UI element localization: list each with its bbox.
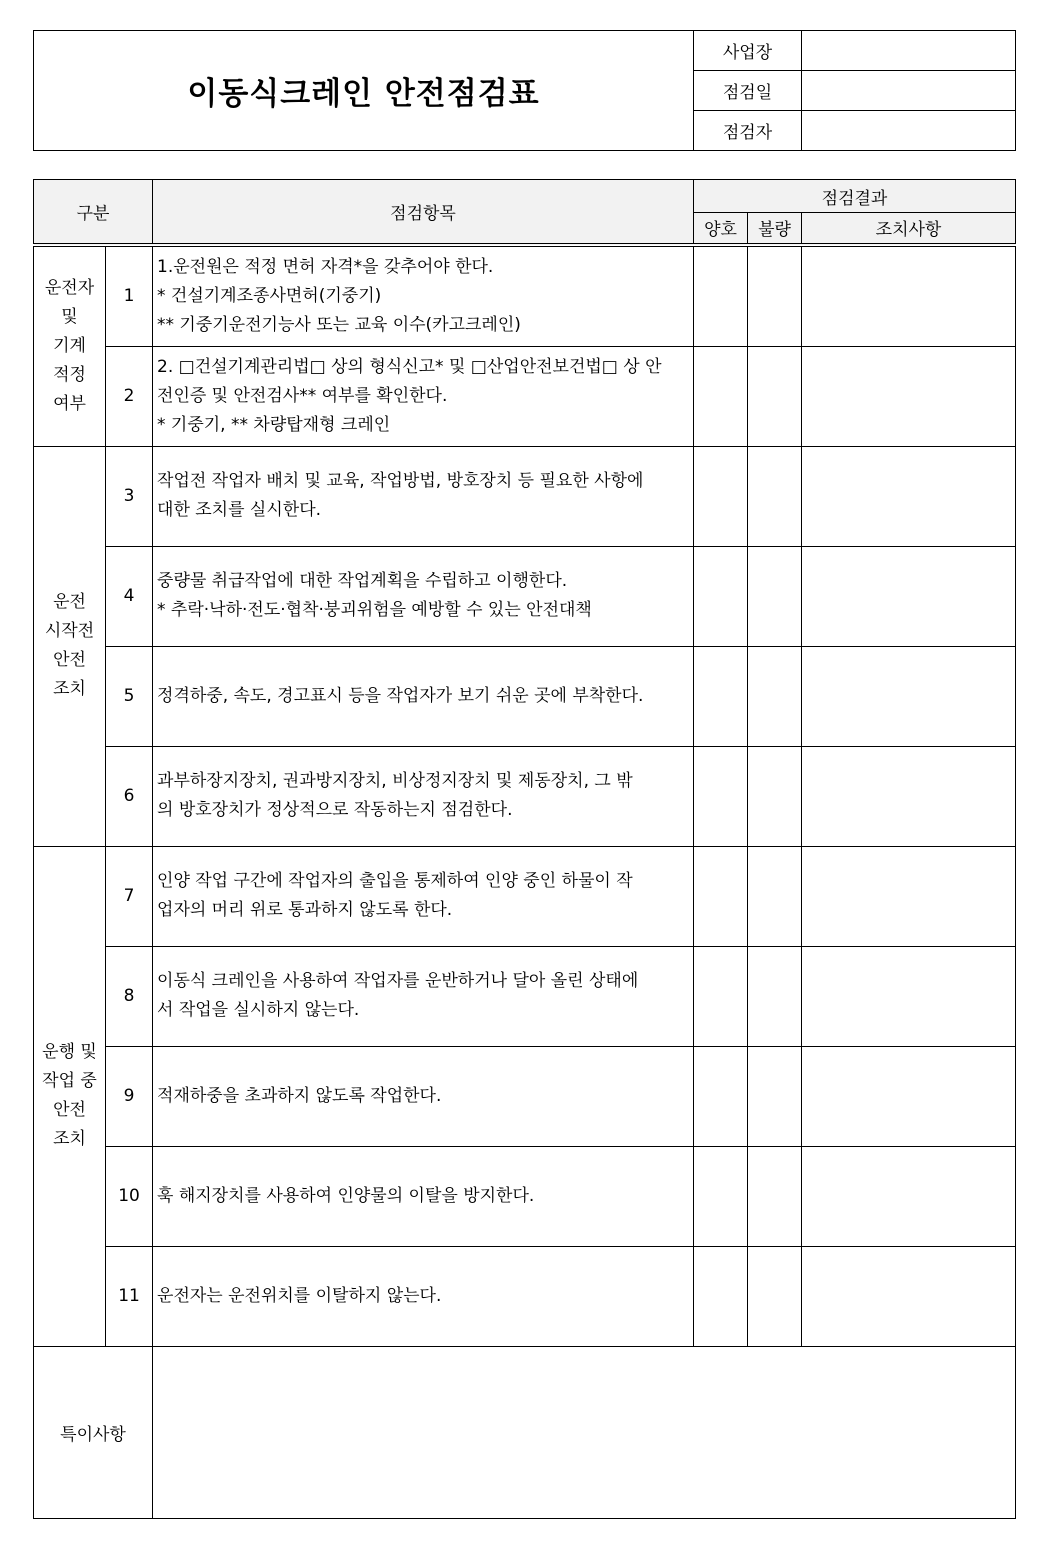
good-check[interactable] — [694, 245, 748, 347]
checklist-table — [33, 179, 1016, 1519]
action-field[interactable] — [802, 1146, 1016, 1246]
action-field[interactable] — [802, 746, 1016, 846]
bad-check[interactable] — [748, 346, 802, 446]
category-cell: 운전자 및 기계 적정 여부 — [34, 245, 106, 447]
header-good: 양호 — [694, 213, 748, 245]
item-number: 9 — [106, 1046, 153, 1146]
bad-check[interactable] — [748, 746, 802, 846]
date-field[interactable] — [802, 71, 1016, 111]
good-check[interactable] — [694, 646, 748, 746]
action-field[interactable] — [802, 946, 1016, 1046]
good-check[interactable] — [694, 546, 748, 646]
inspector-field[interactable] — [802, 111, 1016, 151]
good-check[interactable] — [694, 446, 748, 546]
item-number: 8 — [106, 946, 153, 1046]
header-bad: 불량 — [748, 213, 802, 245]
good-check[interactable] — [694, 946, 748, 1046]
bad-check[interactable] — [748, 1246, 802, 1346]
header-category: 구분 — [34, 180, 153, 245]
table-row — [34, 746, 1016, 846]
action-field[interactable] — [802, 1046, 1016, 1146]
bad-check[interactable] — [748, 245, 802, 347]
item-number: 3 — [106, 446, 153, 546]
item-text: 2. □건설기계관리법□ 상의 형식신고* 및 □산업안전보건법□ 상 안 전인증 및 안전검사** 여부를 확인한다. * 기중기, ** 차량탑재형 크레인 — [153, 346, 694, 446]
item-number: 2 — [106, 346, 153, 446]
action-field[interactable] — [802, 1246, 1016, 1346]
bad-check[interactable] — [748, 1146, 802, 1246]
item-number: 7 — [106, 846, 153, 946]
item-text: 운전자는 운전위치를 이탈하지 않는다. — [153, 1246, 694, 1346]
table-row — [34, 1146, 1016, 1246]
bad-check[interactable] — [748, 1046, 802, 1146]
table-row — [34, 245, 1016, 347]
action-field[interactable] — [802, 546, 1016, 646]
date-label: 점검일 — [694, 71, 802, 111]
good-check[interactable] — [694, 846, 748, 946]
site-label: 사업장 — [694, 31, 802, 71]
page-title: 이동식크레인 안전점검표 — [34, 31, 694, 151]
header-result: 점검결과 — [694, 180, 1016, 213]
table-row — [34, 1046, 1016, 1146]
bad-check[interactable] — [748, 646, 802, 746]
category-cell: 운전 시작전 안전 조치 — [34, 446, 106, 846]
item-text: 작업전 작업자 배치 및 교육, 작업방법, 방호장치 등 필요한 사항에 대한 조치를 실시한다. — [153, 446, 694, 546]
good-check[interactable] — [694, 346, 748, 446]
item-number: 4 — [106, 546, 153, 646]
action-field[interactable] — [802, 846, 1016, 946]
item-text: 훅 해지장치를 사용하여 인양물의 이탈을 방지한다. — [153, 1146, 694, 1246]
item-number: 5 — [106, 646, 153, 746]
item-text: 과부하장지장치, 권과방지장치, 비상정지장치 및 제동장치, 그 밖 의 방호장치가 정상적으로 작동하는지 점검한다. — [153, 746, 694, 846]
table-row — [34, 1246, 1016, 1346]
action-field[interactable] — [802, 346, 1016, 446]
item-text: 중량물 취급작업에 대한 작업계획을 수립하고 이행한다. * 추락·낙하·전도·협착·붕괴위험을 예방할 수 있는 안전대책 — [153, 546, 694, 646]
good-check[interactable] — [694, 746, 748, 846]
header-item: 점검항목 — [153, 180, 694, 245]
table-row — [34, 546, 1016, 646]
bad-check[interactable] — [748, 546, 802, 646]
good-check[interactable] — [694, 1246, 748, 1346]
bad-check[interactable] — [748, 946, 802, 1046]
table-row — [34, 646, 1016, 746]
remarks-field[interactable] — [153, 1346, 1016, 1518]
table-row — [34, 346, 1016, 446]
table-row — [34, 846, 1016, 946]
table-row — [34, 946, 1016, 1046]
item-text: 정격하중, 속도, 경고표시 등을 작업자가 보기 쉬운 곳에 부착한다. — [153, 646, 694, 746]
item-number: 11 — [106, 1246, 153, 1346]
item-number: 10 — [106, 1146, 153, 1246]
bad-check[interactable] — [748, 846, 802, 946]
action-field[interactable] — [802, 646, 1016, 746]
bad-check[interactable] — [748, 446, 802, 546]
item-text: 적재하중을 초과하지 않도록 작업한다. — [153, 1046, 694, 1146]
item-text: 인양 작업 구간에 작업자의 출입을 통제하여 인양 중인 하물이 작 업자의 머리 위로 통과하지 않도록 한다. — [153, 846, 694, 946]
inspector-label: 점검자 — [694, 111, 802, 151]
category-cell: 운행 및 작업 중 안전 조치 — [34, 846, 106, 1346]
remarks-label: 특이사항 — [34, 1346, 153, 1518]
action-field[interactable] — [802, 245, 1016, 347]
item-number: 1 — [106, 245, 153, 347]
good-check[interactable] — [694, 1046, 748, 1146]
action-field[interactable] — [802, 446, 1016, 546]
site-field[interactable] — [802, 31, 1016, 71]
title-block — [33, 30, 1016, 151]
header-action: 조치사항 — [802, 213, 1016, 245]
item-number: 6 — [106, 746, 153, 846]
item-text: 이동식 크레인을 사용하여 작업자를 운반하거나 달아 올린 상태에 서 작업을 실시하지 않는다. — [153, 946, 694, 1046]
item-text: 1.운전원은 적정 면허 자격*을 갖추어야 한다. * 건설기계조종사면허(기중기) ** 기중기운전기능사 또는 교육 이수(카고크레인) — [153, 245, 694, 347]
table-row — [34, 446, 1016, 546]
good-check[interactable] — [694, 1146, 748, 1246]
